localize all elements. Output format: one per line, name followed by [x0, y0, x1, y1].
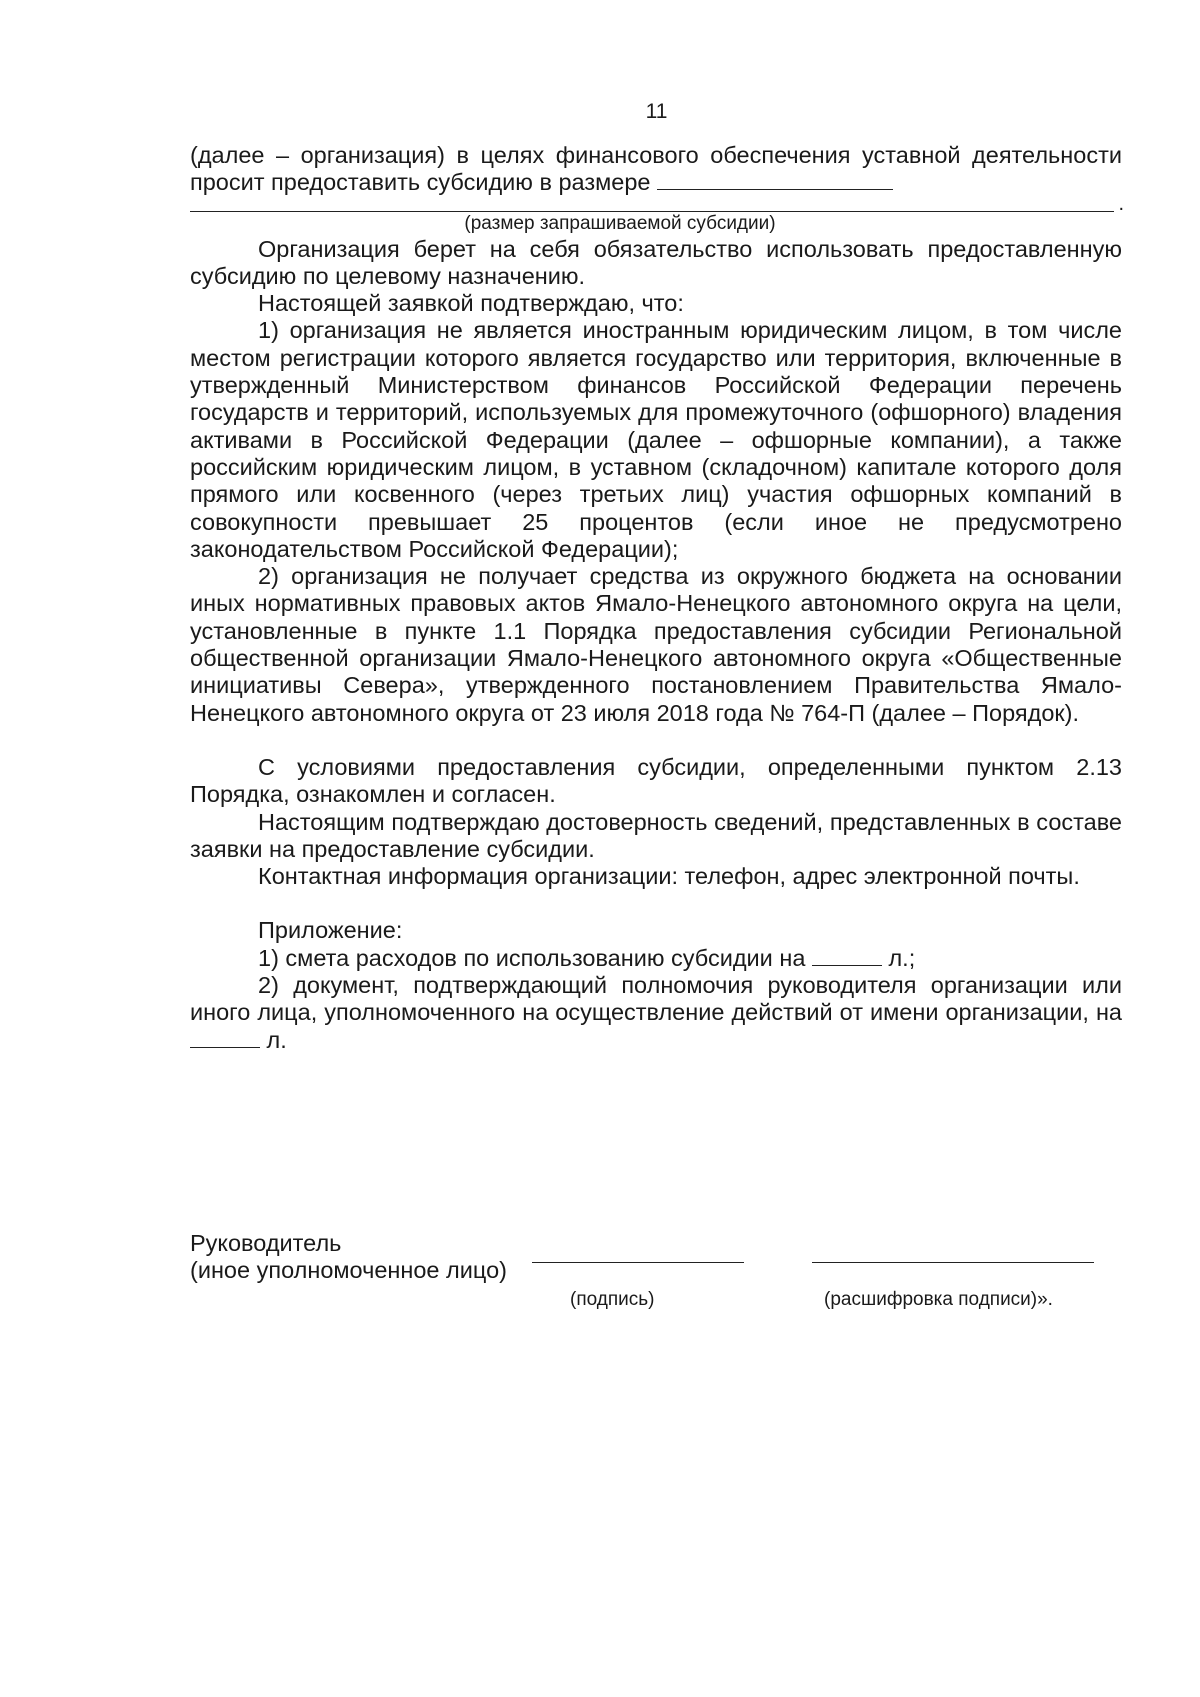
- attachments-heading: Приложение:: [258, 917, 403, 944]
- sheets-blank-1: [812, 945, 882, 966]
- intro-text: (далее – организация) в целях финансового обеспечения уставной деятельности просит предоставить субсидию в размере: [190, 142, 1122, 196]
- subsidy-amount-caption: (размер запрашиваемой субсидии): [464, 212, 776, 234]
- confirm-heading: Настоящей заявкой подтверждаю, что:: [258, 290, 684, 317]
- sheets-blank-2: [190, 1027, 260, 1048]
- contact-paragraph: Контактная информация организации: телефон, адрес электронной почты.: [258, 863, 1080, 890]
- signature-decode-line: [812, 1262, 1094, 1263]
- signer-title: Руководитель: [190, 1230, 342, 1256]
- subsidy-amount-rule: [190, 197, 1114, 212]
- attachment-item-1: 1) смета расходов по использованию субсидии на л.;: [258, 944, 916, 971]
- intro-paragraph: [190, 142, 1122, 197]
- item-2-paragraph: 2) организация не получает средства из окружного бюджета на основании иных нормативных правовых актов Ямало-Ненецкого автономного округа на цели, установленные в пункте 1.1 Порядка предоставления субсидии Региональной общественной организации Ямало-Ненецкого автономного округа «Общественные инициативы Севера», утвержденного постановлением Правительства Ямало-Ненецкого автономного округа от 23 июля 2018 года № 764-П (далее – Порядок).: [190, 563, 1122, 726]
- document-body: [190, 142, 1122, 1054]
- conditions-paragraph: С условиями предоставления субсидии, определенными пунктом 2.13 Порядка, ознакомлен и согласен.: [190, 753, 1122, 808]
- signer-subtitle: (иное уполномоченное лицо): [190, 1257, 507, 1284]
- page-number: 11: [645, 100, 668, 123]
- accuracy-paragraph: Настоящим подтверждаю достоверность сведений, представленных в составе заявки на предоставление субсидии.: [190, 808, 1122, 862]
- signature-decode-caption: (расшифровка подписи)».: [824, 1289, 1053, 1310]
- obligation-paragraph: Организация берет на себя обязательство использовать предоставленную субсидию по целевому назначению.: [190, 235, 1122, 289]
- attachment-item-2: 2) документ, подтверждающий полномочия руководителя организации или иного лица, уполномоченного на осуществление действий от имени организации, на л.: [190, 972, 1122, 1053]
- signature-line: [532, 1262, 744, 1263]
- item-1-paragraph: 1) организация не является иностранным юридическим лицом, в том числе местом регистрации которого является государство или территория, включенные в утвержденный Министерством финансов Российской Федерации перечень государств и территорий, используемых для промежуточного (офшорного) владения активами в Российской Федерации (далее – офшорные компании), а также российским юридическим лицом, в уставном (складочном) капитале которого доля прямого или косвенного (через третьих лиц) участия офшорных компаний в совокупности превышает 25 процентов (если иное не предусмотрено законодательством Российской Федерации);: [190, 317, 1122, 562]
- signature-caption: (подпись): [570, 1289, 655, 1310]
- signer-block: [190, 1230, 507, 1285]
- subsidy-amount-blank: [657, 169, 893, 190]
